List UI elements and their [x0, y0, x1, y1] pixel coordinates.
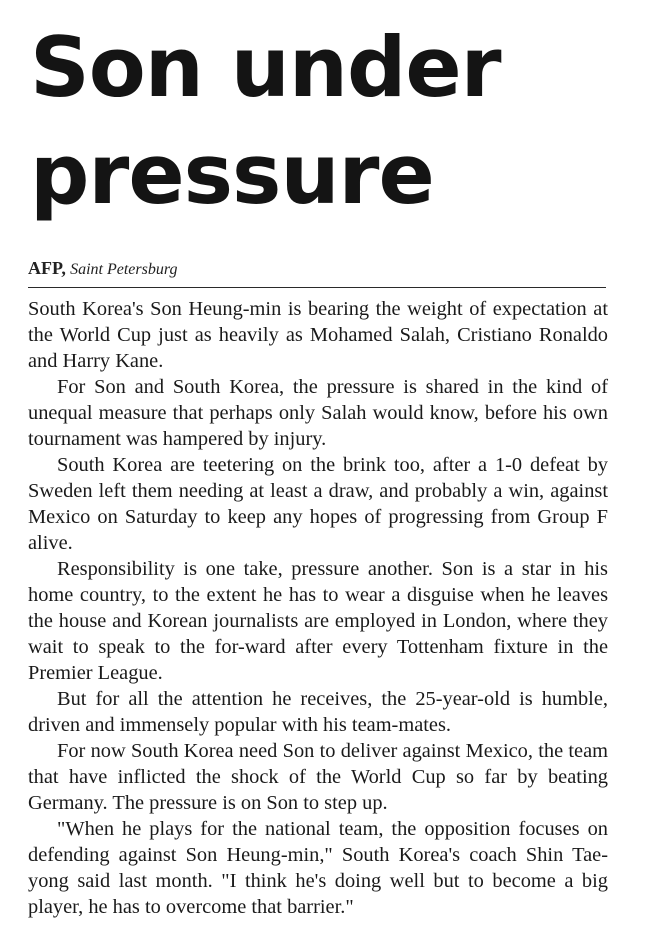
paragraph-6: For now South Korea need Son to deliver against Mexico, the team that have inflicted the shock of the World Cup so far by beating Germany. The pressure is on Son to step up. — [28, 740, 608, 814]
headline: Son under pressure — [30, 19, 501, 223]
byline — [28, 258, 178, 279]
byline-agency: AFP, — [28, 258, 66, 278]
paragraph-5: But for all the attention he receives, the 25-year-old is humble, driven and immensely popular with his team-mates. — [28, 688, 608, 736]
paragraph-3: South Korea are teetering on the brink too, after a 1-0 defeat by Sweden left them needing at least a draw, and probably a win, against Mexico on Saturday to keep any hopes of progressing from Group F alive. — [28, 454, 608, 554]
article-body — [28, 296, 608, 920]
byline-location: Saint Petersburg — [70, 261, 178, 278]
paragraph-1: South Korea's Son Heung-min is bearing the weight of expectation at the World Cup just as heavily as Mohamed Salah, Cristiano Ronaldo and Harry Kane. — [28, 298, 608, 372]
byline-divider — [28, 287, 606, 288]
paragraph-4: Responsibility is one take, pressure another. Son is a star in his home country, to the extent he has to wear a disguise when he leaves the house and Korean journalists are employed in London, where they wait to speak to the for-ward after every Tottenham fixture in the Premier League. — [28, 558, 608, 684]
paragraph-7: "When he plays for the national team, the opposition focuses on defending against Son Heung-min," South Korea's coach Shin Tae-yong said last month. "I think he's doing well but to become a big player, he has to overcome that barrier." — [28, 818, 608, 918]
paragraph-2: For Son and South Korea, the pressure is shared in the kind of unequal measure that perhaps only Salah would know, before his own tournament was hampered by injury. — [28, 376, 608, 450]
